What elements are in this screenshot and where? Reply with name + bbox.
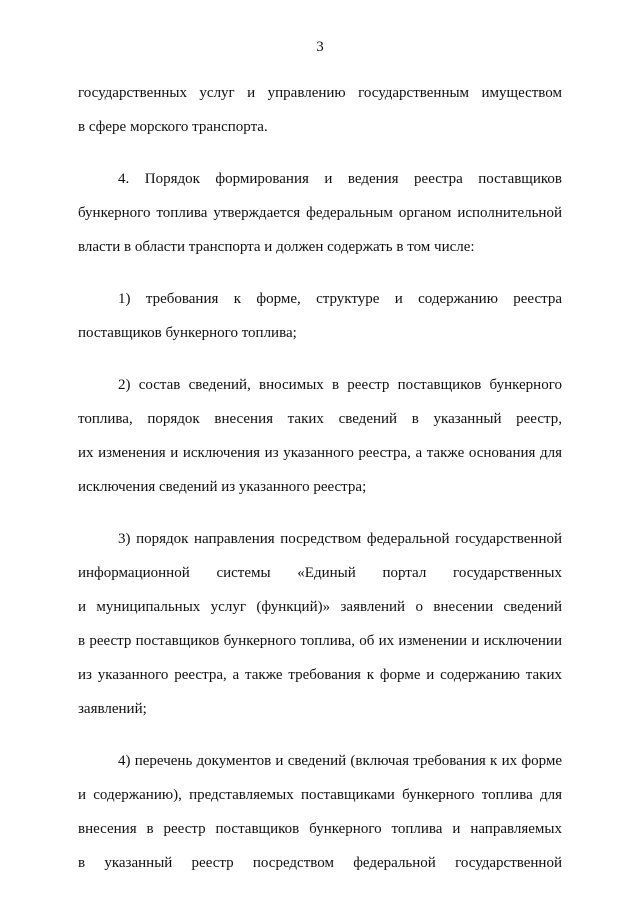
text-line: в указанный реестр посредством федеральной государственной — [78, 855, 562, 871]
paragraph-continuation — [78, 76, 562, 144]
text-line: заявлений; — [78, 701, 147, 717]
paragraph-item-4 — [78, 162, 562, 264]
text-line: из указанного реестра, а также требования к форме и содержанию таких — [78, 667, 562, 683]
text-line: 4) перечень документов и сведений (включая требования к их форме — [118, 753, 562, 769]
text-line: информационной системы «Единый портал государственных — [78, 565, 562, 581]
text-line: в сфере морского транспорта. — [78, 119, 268, 135]
text-line: топлива, порядок внесения таких сведений в указанный реестр, — [78, 411, 562, 427]
text-line: их изменения и исключения из указанного реестра, а также основания для — [78, 445, 562, 461]
document-body — [78, 76, 562, 898]
text-line: в реестр поставщиков бункерного топлива, об их изменении и исключении — [78, 633, 562, 649]
paragraph-subitem-1 — [78, 282, 562, 350]
text-line: и содержанию), представляемых поставщиками бункерного топлива для — [78, 787, 562, 803]
text-line: исключения сведений из указанного реестра; — [78, 479, 367, 495]
text-line: 3) порядок направления посредством федеральной государственной — [118, 531, 562, 547]
text-line: государственных услуг и управлению государственным имуществом — [78, 85, 562, 101]
text-line: 4. Порядок формирования и ведения реестра поставщиков — [118, 171, 562, 187]
text-line: и муниципальных услуг (функций)» заявлений о внесении сведений — [78, 599, 562, 615]
text-line: поставщиков бункерного топлива; — [78, 325, 297, 341]
paragraph-subitem-3 — [78, 522, 562, 726]
text-line: 1) требования к форме, структуре и содержанию реестра — [118, 291, 562, 307]
text-line: бункерного топлива утверждается федеральным органом исполнительной — [78, 205, 562, 221]
page-number: 3 — [316, 39, 324, 55]
paragraph-subitem-2 — [78, 368, 562, 504]
text-line: внесения в реестр поставщиков бункерного топлива и направляемых — [78, 821, 562, 837]
text-line: 2) состав сведений, вносимых в реестр поставщиков бункерного — [118, 377, 562, 393]
text-line: власти в области транспорта и должен содержать в том числе: — [78, 239, 475, 255]
paragraph-subitem-4 — [78, 744, 562, 880]
